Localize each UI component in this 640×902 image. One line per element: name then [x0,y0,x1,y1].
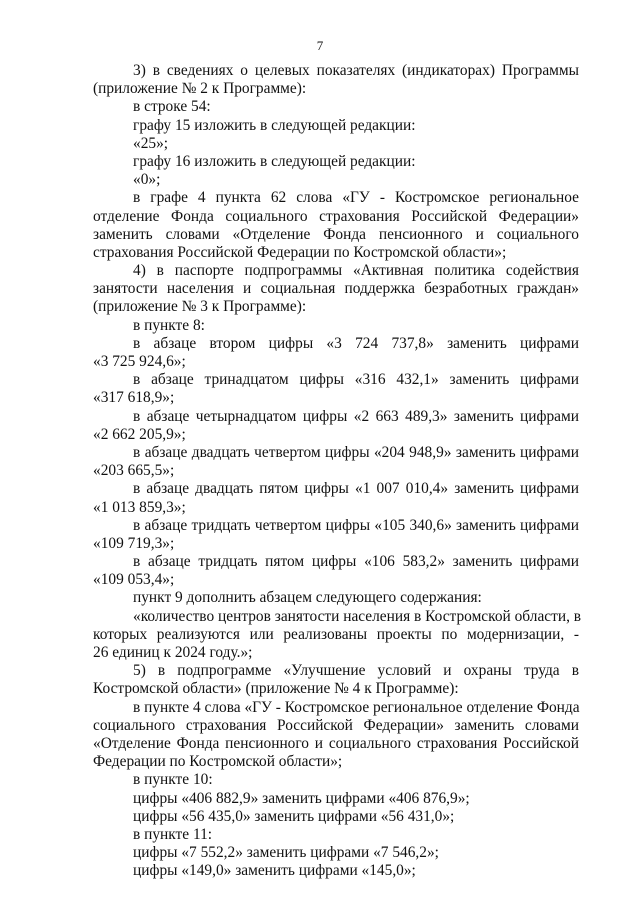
text-line: «203 665,5»; [93,462,175,480]
text-line: «количество центров занятости населения в Костромской области, в [133,607,582,625]
text-line: в абзаце четырнадцатом цифры «2 663 489,3» заменить цифрами [133,407,579,425]
paragraph [93,408,579,444]
paragraph [93,862,579,880]
paragraph [93,262,579,317]
text-line: 26 единиц к 2024 году.»; [93,644,253,661]
text-line: «25»; [133,134,169,152]
text-line: цифры «56 435,0» заменить цифрами «56 431,0»; [133,807,455,825]
paragraph [93,607,582,663]
text-line: «3 725 924,6»; [93,353,186,370]
text-line: цифры «7 552,2» заменить цифрами «7 546,2»; [133,844,439,862]
paragraph [93,171,579,189]
text-line: 3) в сведениях о целевых показателях (индикаторах) Программы [133,62,579,79]
paragraph [93,771,579,789]
paragraph [93,589,579,607]
text-line: «Отделение Фонда пенсионного и социального страхования Российской [93,734,579,752]
text-line: в абзаце двадцать четвертом цифры «204 948,9» заменить цифрами [133,443,579,461]
paragraph [93,480,579,516]
text-line: в строке 54: [133,98,211,116]
paragraph [93,844,579,862]
text-line: Костромской области» (приложение № 4 к Программе): [93,680,459,698]
paragraph [93,790,579,808]
text-line: 4) в паспорте подпрограммы «Активная политика содействия [133,262,579,280]
text-line: цифры «149,0» заменить цифрами «145,0»; [133,862,416,880]
paragraph [93,317,579,335]
paragraph [93,371,579,407]
text-line: пункт 9 дополнить абзацем следующего содержания: [133,589,482,607]
text-line: графу 15 изложить в следующей редакции: [133,116,416,134]
text-line: в пункте 8: [133,316,205,334]
paragraph [93,553,579,589]
text-line: в абзаце тридцать пятом цифры «106 583,2» заменить цифрами [133,553,579,571]
paragraph [93,444,579,480]
text-line: занятости населения и социальная поддержка безработных граждан» [93,280,579,298]
text-line: «317 618,9»; [93,389,175,407]
text-line: «109 719,3»; [93,534,175,552]
text-line: в пункте 10: [133,771,213,789]
text-line: цифры «406 882,9» заменить цифрами «406 876,9»; [133,789,470,807]
paragraph [93,135,579,153]
text-line: «2 662 205,9»; [93,425,186,443]
paragraph [93,699,579,772]
paragraph [93,62,579,98]
text-line: заменить словами «Отделение Фонда пенсионного и социального [93,225,579,243]
paragraph [93,826,579,844]
paragraph [93,808,579,826]
text-line: в абзаце втором цифры «3 724 737,8» заменить цифрами [133,334,579,352]
text-line: «109 053,4»; [93,571,175,589]
text-line: которых реализуются или реализованы проекты по модернизации, - [93,625,579,643]
text-line: в абзаце тридцать четвертом цифры «105 340,6» заменить цифрами [133,516,579,534]
text-line: страхования Российской Федерации по Костромской области»; [93,243,507,261]
text-line: в пункте 11: [133,825,213,843]
text-line: Федерации по Костромской области»; [93,753,343,771]
text-line: отделение Фонда социального страхования Российской Федерации» [93,207,579,225]
paragraph [93,98,579,116]
paragraph [93,189,579,262]
paragraph [93,117,579,135]
text-line: 5) в подпрограмме «Улучшение условий и охраны труда в [133,662,579,680]
text-line: «0»; [133,171,161,189]
paragraph [93,153,579,171]
document-body [93,62,582,880]
text-line: в пункте 4 слова «ГУ - Костромское региональное отделение Фонда [133,698,580,716]
text-line: «1 013 859,3»; [93,498,186,516]
paragraph [93,517,579,553]
text-line: социального страхования Российской Федерации» заменить словами [93,716,579,734]
page-number: 7 [316,38,324,53]
text-line: графу 16 изложить в следующей редакции: [133,152,416,170]
text-line: в абзаце тринадцатом цифры «316 432,1» заменить цифрами [133,371,579,389]
paragraph [93,662,579,698]
text-line: (приложение № 2 к Программе): [93,80,307,98]
text-line: (приложение № 3 к Программе): [93,298,307,316]
paragraph [93,335,579,371]
text-line: в графе 4 пункта 62 слова «ГУ - Костромское региональное [133,189,579,207]
text-line: в абзаце двадцать пятом цифры «1 007 010,4» заменить цифрами [133,480,579,498]
